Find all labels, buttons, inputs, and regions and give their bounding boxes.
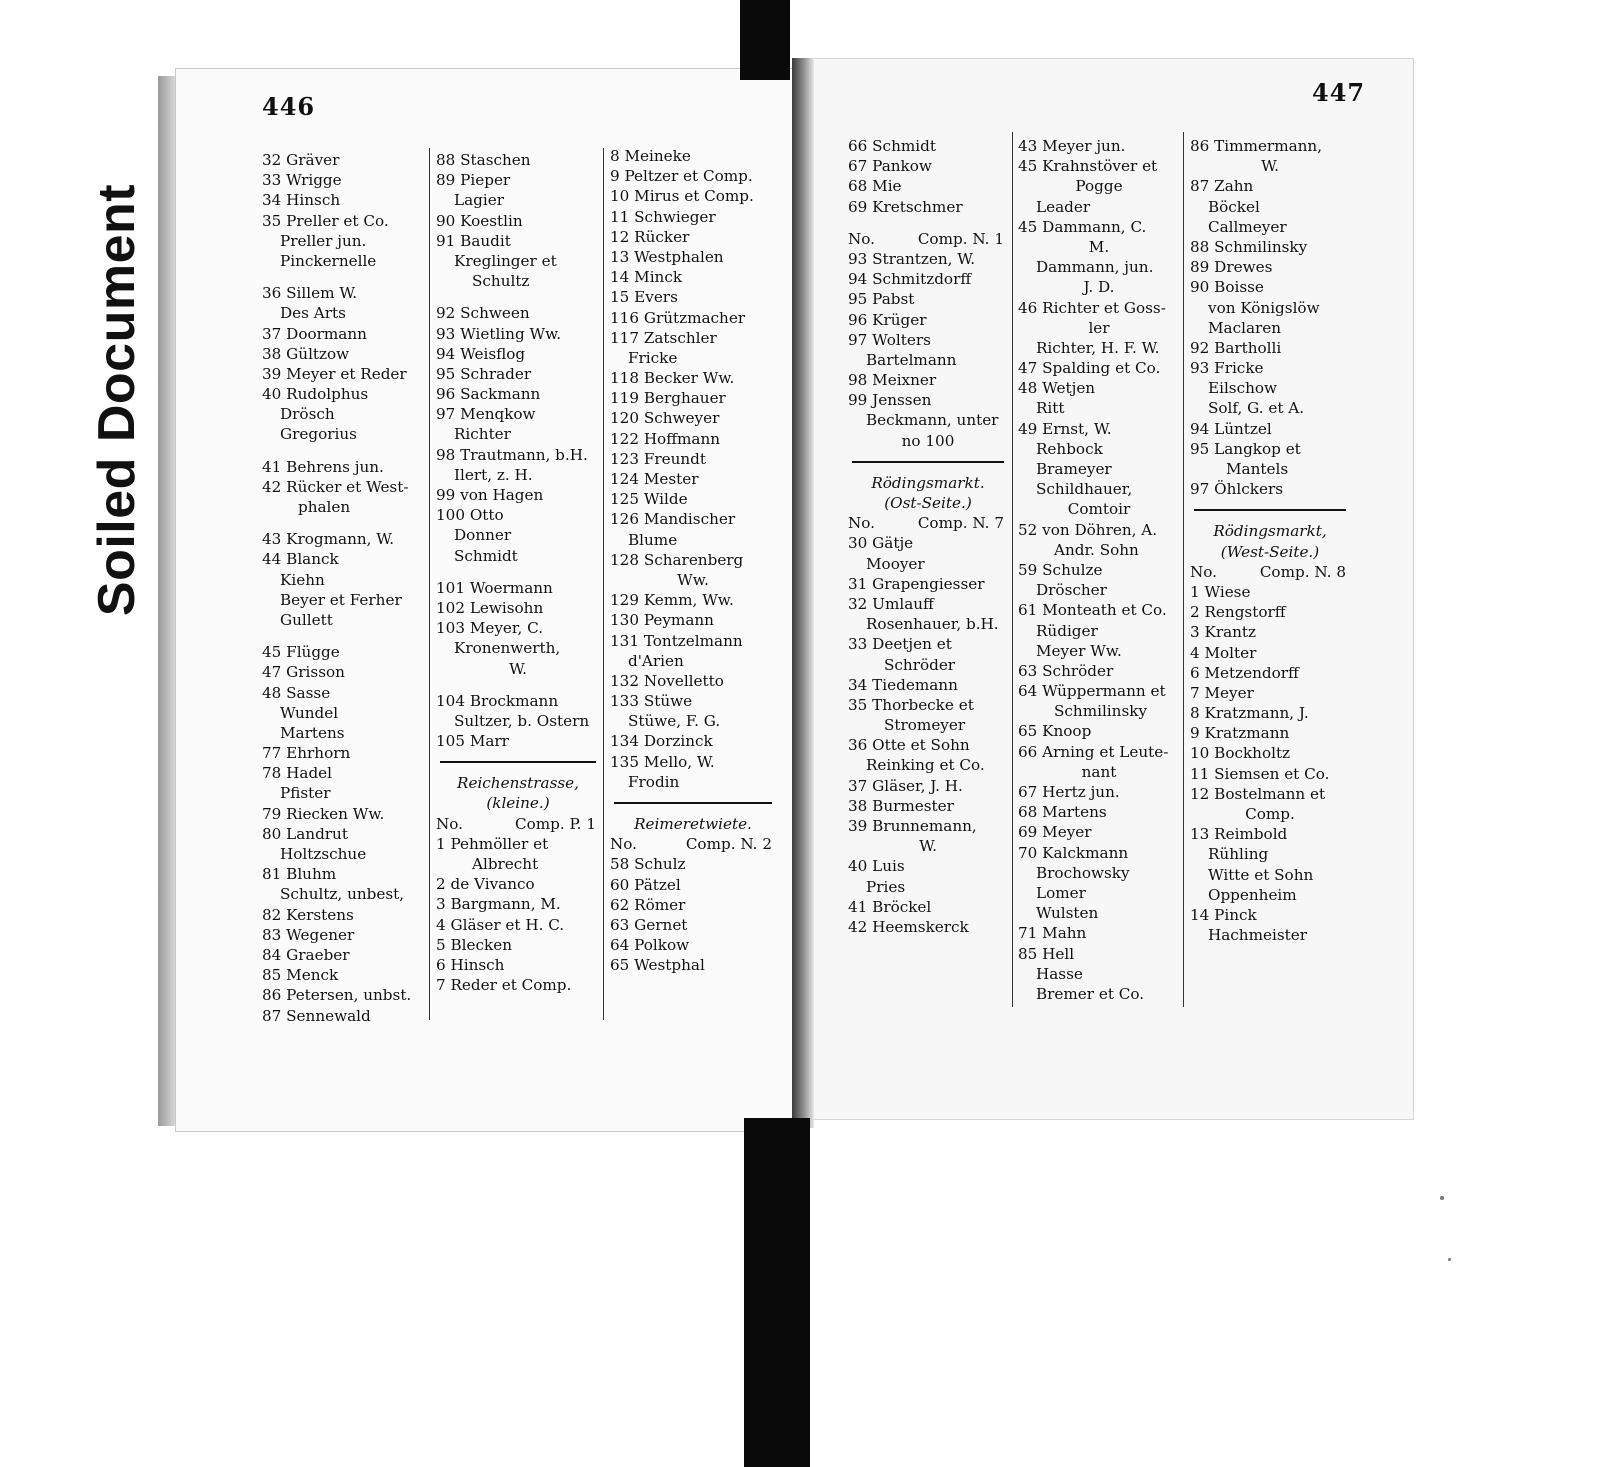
directory-entry: Frodin — [628, 772, 680, 791]
directory-entry: 83 Wegener — [262, 925, 355, 944]
directory-entry: Rüdiger — [1036, 621, 1098, 640]
directory-entry: 40 Rudolphus — [262, 385, 369, 404]
directory-entry: 52 von Döhren, A. — [1018, 520, 1158, 539]
directory-entry: 71 Mahn — [1018, 924, 1087, 943]
directory-entry: 66 Arning et Leute- — [1018, 742, 1169, 761]
directory-entry: Schultz — [472, 272, 530, 291]
directory-entry: Rehbock — [1036, 439, 1103, 458]
directory-entry: 49 Ernst, W. — [1018, 419, 1112, 438]
directory-entry: Dröscher — [1036, 581, 1107, 600]
street-heading: Reichenstrasse, — [457, 774, 579, 793]
section-column-header — [436, 814, 600, 834]
street-heading: Reimeretwiete. — [634, 815, 752, 833]
binding-strip-bottom — [744, 1118, 810, 1467]
book-gutter — [792, 58, 814, 1128]
directory-entry: 38 Burmester — [848, 796, 954, 815]
section-rule — [1194, 509, 1346, 511]
directory-entry: 117 Zatschler — [610, 328, 717, 347]
directory-entry: 47 Spalding et Co. — [1018, 359, 1161, 378]
directory-entry: 34 Hinsch — [262, 191, 341, 210]
directory-entry: 15 Evers — [610, 288, 678, 307]
header-comp: Comp. P. 1 — [515, 814, 596, 833]
directory-entry: 3 Krantz — [1190, 623, 1257, 642]
directory-entry: 135 Mello, W. — [610, 752, 715, 771]
directory-entry: 7 Meyer — [1190, 683, 1254, 702]
directory-entry: 87 Sennewald — [262, 1006, 371, 1025]
column-divider — [603, 148, 604, 1020]
directory-entry: 89 Drewes — [1190, 258, 1273, 277]
directory-entry: J. D. — [1083, 278, 1115, 297]
directory-entry: 93 Fricke — [1190, 359, 1264, 378]
directory-entry: 85 Hell — [1018, 944, 1075, 963]
directory-entry: 89 Pieper — [436, 171, 511, 190]
directory-entry: 1 Wiese — [1190, 582, 1251, 601]
directory-entry: 34 Tiedemann — [848, 675, 958, 694]
binding-strip-top — [740, 0, 790, 80]
directory-entry: Pries — [866, 877, 906, 896]
directory-entry: Pfister — [280, 784, 331, 803]
entry-gap — [848, 217, 1008, 229]
street-heading: Rödingsmarkt, — [1213, 522, 1327, 541]
column-divider — [429, 148, 430, 1020]
directory-entry: nant — [1081, 762, 1117, 781]
directory-entry: 63 Schröder — [1018, 661, 1114, 680]
directory-entry: 103 Meyer, C. — [436, 619, 544, 638]
header-no: No. — [848, 514, 875, 533]
directory-entry: 98 Trautmann, b.H. — [436, 445, 588, 464]
directory-entry: Schildhauer, — [1036, 480, 1133, 499]
directory-entry: 88 Schmilinsky — [1190, 237, 1308, 256]
directory-entry: 1 Pehmöller et — [436, 834, 549, 853]
directory-entry: d'Arien — [628, 651, 684, 670]
directory-entry: 94 Weisflog — [436, 344, 526, 363]
directory-entry: Ilert, z. H. — [454, 465, 533, 484]
directory-entry: 58 Schulz — [610, 855, 686, 874]
directory-entry: 41 Behrens jun. — [262, 457, 384, 476]
directory-entry: ler — [1088, 318, 1110, 337]
header-comp: Comp. N. 7 — [917, 514, 1004, 533]
directory-entry: 37 Gläser, J. H. — [848, 776, 963, 795]
directory-entry: 98 Meixner — [848, 371, 937, 390]
street-heading: Rödingsmarkt. — [871, 473, 985, 492]
directory-entry: 105 Marr — [436, 732, 509, 751]
directory-entry: 95 Pabst — [848, 290, 915, 309]
directory-entry: 40 Luis — [848, 857, 905, 876]
directory-entry: 101 Woermann — [436, 578, 553, 597]
directory-entry: Lomer — [1036, 883, 1086, 902]
directory-entry: 39 Brunnemann, — [848, 817, 977, 835]
directory-entry: 65 Knoop — [1018, 722, 1092, 741]
directory-entry: Meyer Ww. — [1036, 641, 1122, 660]
directory-entry: Solf, G. et A. — [1208, 399, 1305, 418]
directory-entry: 79 Riecken Ww. — [262, 804, 385, 823]
directory-entry: Gregorius — [280, 425, 357, 444]
directory-entry: 69 Meyer — [1018, 823, 1092, 842]
directory-entry: 70 Kalckmann — [1018, 843, 1129, 862]
directory-entry: Rosenhauer, b.H. — [866, 615, 999, 634]
directory-entry: W. — [919, 837, 937, 856]
directory-entry: 97 Öhlckers — [1190, 480, 1283, 499]
directory-entry: 87 Zahn — [1190, 177, 1254, 196]
directory-entry: Sultzer, b. Ostern — [454, 711, 590, 730]
directory-entry: 37 Doormann — [262, 324, 367, 343]
left-page-column-3 — [610, 146, 776, 976]
right-page-column-2 — [1018, 136, 1180, 1004]
street-heading: (West-Seite.) — [1220, 542, 1320, 561]
directory-entry: Holtzschue — [280, 845, 367, 863]
directory-entry: Rühling — [1208, 845, 1269, 864]
section-column-header — [848, 229, 1008, 249]
directory-entry: Beyer et Ferher — [280, 590, 402, 609]
column-divider — [1183, 132, 1184, 1007]
directory-entry: 93 Strantzen, W. — [848, 249, 976, 268]
section-column-header — [1190, 562, 1350, 582]
directory-entry: 59 Schulze — [1018, 560, 1103, 579]
directory-entry: 47 Grisson — [262, 663, 345, 682]
directory-entry: 44 Blanck — [262, 550, 339, 569]
directory-entry: 85 Menck — [262, 966, 339, 985]
directory-entry: 46 Richter et Goss- — [1018, 298, 1166, 317]
directory-entry: 120 Schweyer — [610, 409, 720, 428]
directory-entry: 5 Blecken — [436, 935, 512, 954]
directory-entry: 100 Otto — [436, 506, 504, 525]
directory-entry: 10 Bockholtz — [1190, 744, 1291, 763]
directory-entry: 96 Sackmann — [436, 385, 541, 404]
directory-entry: 81 Bluhm — [262, 865, 337, 884]
directory-entry: Preller jun. — [280, 231, 367, 250]
directory-entry: Blume — [628, 530, 678, 549]
header-no: No. — [610, 835, 637, 854]
directory-entry: Albrecht — [472, 855, 539, 873]
directory-entry: Brameyer — [1036, 460, 1112, 478]
directory-entry: Schultz, unbest, — [280, 885, 405, 904]
page-number-left: 446 — [262, 92, 316, 121]
directory-entry: 92 Bartholli — [1190, 338, 1282, 357]
directory-entry: 84 Graeber — [262, 945, 350, 964]
directory-entry: Fricke — [628, 348, 678, 367]
directory-entry: Maclaren — [1208, 318, 1282, 337]
directory-entry: Hasse — [1036, 964, 1083, 983]
section-rule — [852, 461, 1004, 463]
directory-entry: 78 Hadel — [262, 764, 333, 783]
entry-gap — [262, 630, 427, 642]
directory-entry: 30 Gätje — [848, 534, 914, 553]
directory-entry: 92 Schween — [436, 304, 530, 323]
directory-entry: 43 Meyer jun. — [1018, 137, 1126, 155]
directory-entry: 13 Westphalen — [610, 247, 724, 266]
directory-entry: 90 Koestlin — [436, 211, 523, 230]
directory-entry: 48 Sasse — [262, 683, 331, 702]
left-page-column-2 — [436, 150, 600, 995]
directory-entry: 31 Grapengiesser — [848, 574, 985, 593]
directory-entry: 65 Westphal — [610, 956, 705, 975]
directory-entry: Beckmann, unter — [866, 411, 999, 430]
directory-entry: 35 Preller et Co. — [262, 211, 389, 230]
directory-entry: 97 Wolters — [848, 330, 931, 349]
directory-entry: 67 Hertz jun. — [1018, 783, 1120, 801]
directory-entry: 90 Boisse — [1190, 278, 1264, 297]
directory-entry: 4 Gläser et H. C. — [436, 915, 565, 934]
directory-entry: 13 Reimbold — [1190, 825, 1288, 844]
directory-entry: 9 Kratzmann — [1190, 724, 1290, 743]
directory-entry: 129 Kemm, Ww. — [610, 591, 734, 610]
directory-entry: 64 Wüppermann et — [1018, 682, 1166, 701]
directory-entry: Comtoir — [1067, 500, 1131, 519]
column-divider — [1012, 132, 1013, 1007]
directory-entry: 14 Minck — [610, 268, 683, 287]
directory-entry: Donner — [454, 526, 512, 545]
directory-entry: 93 Wietling Ww. — [436, 324, 562, 343]
directory-entry: 122 Hoffmann — [610, 429, 721, 448]
directory-entry: 2 de Vivanco — [436, 875, 535, 894]
directory-entry: 95 Langkop et — [1190, 439, 1301, 458]
directory-entry: Schmilinsky — [1054, 702, 1148, 721]
directory-entry: phalen — [298, 498, 351, 516]
directory-entry: Kiehn — [280, 570, 325, 589]
directory-entry: W. — [1261, 157, 1279, 176]
directory-entry: Comp. — [1245, 805, 1295, 823]
directory-entry: 95 Schrader — [436, 364, 532, 383]
directory-entry: Schröder — [884, 655, 956, 674]
header-comp: Comp. N. 8 — [1259, 562, 1346, 581]
header-no: No. — [436, 814, 463, 833]
directory-entry: Kronenwerth, — [454, 639, 561, 658]
section-rule — [614, 802, 772, 804]
directory-entry: 77 Ehrhorn — [262, 744, 351, 763]
header-comp: Comp. N. 1 — [917, 229, 1004, 248]
directory-entry: 64 Polkow — [610, 936, 690, 955]
directory-entry: 12 Rücker — [610, 227, 690, 246]
directory-entry: Ritt — [1036, 399, 1065, 418]
directory-entry: 97 Menqkow — [436, 405, 536, 424]
directory-entry: Lagier — [454, 191, 504, 210]
directory-entry: 48 Wetjen — [1018, 379, 1096, 398]
section-column-header — [610, 834, 776, 854]
section-column-header — [848, 513, 1008, 533]
directory-entry: 134 Dorzinck — [610, 732, 713, 751]
directory-entry: 39 Meyer et Reder — [262, 364, 407, 383]
directory-entry: 36 Otte et Sohn — [848, 736, 970, 755]
directory-entry: 45 Krahnstöver et — [1018, 157, 1158, 176]
directory-entry: 126 Mandischer — [610, 510, 736, 529]
directory-entry: 6 Hinsch — [436, 955, 505, 974]
directory-entry: 131 Tontzelmann — [610, 631, 743, 650]
entry-gap — [436, 679, 600, 691]
right-page-column-3 — [1190, 136, 1350, 945]
header-no: No. — [848, 229, 875, 248]
directory-entry: 7 Reder et Comp. — [436, 976, 572, 995]
directory-entry: 104 Brockmann — [436, 691, 559, 710]
directory-entry: 32 Umlauff — [848, 594, 934, 613]
directory-entry: Witte et Sohn — [1208, 865, 1314, 884]
directory-entry: 63 Gernet — [610, 915, 688, 934]
directory-entry: 96 Krüger — [848, 310, 927, 329]
directory-entry: Mooyer — [866, 554, 925, 573]
directory-entry: 8 Kratzmann, J. — [1190, 704, 1309, 723]
directory-entry: Martens — [280, 723, 345, 742]
directory-entry: 11 Schwieger — [610, 207, 716, 226]
street-heading: (kleine.) — [486, 794, 550, 813]
directory-entry: von Königslöw — [1208, 298, 1320, 317]
entry-gap — [262, 271, 427, 283]
directory-entry: Ww. — [677, 570, 709, 589]
directory-entry: Pinckernelle — [280, 251, 377, 270]
directory-entry: Brochowsky — [1036, 863, 1130, 882]
directory-entry: 35 Thorbecke et — [848, 695, 974, 714]
directory-entry: 80 Landrut — [262, 824, 348, 843]
directory-entry: Schmidt — [454, 546, 518, 565]
directory-entry: Callmeyer — [1208, 217, 1287, 236]
right-page-column-1 — [848, 136, 1008, 937]
directory-entry: 33 Wrigge — [262, 171, 342, 190]
stamp-text: Soiled Document — [88, 183, 146, 617]
directory-entry: 3 Bargmann, M. — [436, 895, 561, 914]
directory-entry: 4 Molter — [1190, 643, 1257, 662]
directory-entry: 38 Gültzow — [262, 344, 350, 363]
directory-entry: 6 Metzendorff — [1190, 663, 1299, 682]
directory-entry: 61 Monteath et Co. — [1018, 601, 1167, 620]
directory-entry: 10 Mirus et Comp. — [610, 187, 754, 206]
directory-entry: Leader — [1036, 197, 1091, 216]
directory-entry: 8 Meineke — [610, 147, 691, 165]
directory-entry: Wulsten — [1036, 904, 1099, 923]
directory-entry: 43 Krogmann, W. — [262, 530, 395, 549]
directory-entry: 118 Becker Ww. — [610, 369, 735, 388]
directory-entry: Dammann, jun. — [1036, 258, 1154, 277]
directory-entry: Kreglinger et — [454, 251, 557, 270]
header-comp: Comp. N. 2 — [685, 835, 772, 854]
directory-entry: 102 Lewisohn — [436, 598, 544, 617]
directory-entry: 67 Pankow — [848, 157, 932, 176]
directory-entry: Andr. Sohn — [1054, 540, 1139, 559]
directory-entry: no 100 — [901, 431, 955, 450]
directory-entry: Mantels — [1226, 460, 1289, 478]
directory-entry: 132 Novelletto — [610, 671, 724, 690]
directory-entry: Richter — [454, 425, 511, 444]
directory-entry: 128 Scharenberg — [610, 550, 744, 569]
directory-entry: 82 Kerstens — [262, 905, 354, 924]
directory-entry: 69 Kretschmer — [848, 197, 963, 216]
directory-entry: Pogge — [1075, 177, 1123, 196]
entry-gap — [436, 566, 600, 578]
speck — [1440, 1196, 1444, 1200]
directory-entry: Bremer et Co. — [1036, 984, 1145, 1003]
directory-entry: 62 Römer — [610, 895, 686, 914]
directory-entry: 88 Staschen — [436, 151, 531, 169]
directory-entry: 36 Sillem W. — [262, 284, 358, 303]
directory-entry: 99 von Hagen — [436, 486, 544, 504]
directory-entry: Des Arts — [280, 304, 346, 323]
directory-entry: Böckel — [1208, 197, 1260, 216]
directory-entry: 11 Siemsen et Co. — [1190, 764, 1330, 783]
directory-entry: Drösch — [280, 405, 335, 424]
directory-entry: 33 Deetjen et — [848, 635, 952, 654]
directory-entry: 91 Baudit — [436, 231, 511, 250]
directory-entry: 86 Petersen, unbst. — [262, 986, 412, 1005]
directory-entry: 68 Mie — [848, 177, 902, 196]
directory-entry: Stüwe, F. G. — [628, 712, 721, 731]
directory-entry: Hachmeister — [1208, 926, 1307, 945]
directory-entry: W. — [509, 659, 527, 678]
directory-entry: M. — [1088, 237, 1110, 256]
directory-entry: Reinking et Co. — [866, 756, 985, 775]
section-rule — [440, 761, 596, 763]
page-number-right: 447 — [1312, 78, 1366, 107]
directory-entry: 94 Schmitzdorff — [848, 270, 972, 289]
entry-gap — [436, 291, 600, 303]
directory-entry: 66 Schmidt — [848, 137, 936, 155]
directory-entry: 99 Jenssen — [848, 391, 932, 410]
directory-entry: 68 Martens — [1018, 803, 1107, 822]
street-heading: (Ost-Seite.) — [884, 494, 972, 512]
directory-entry: 42 Heemskerck — [848, 917, 969, 936]
directory-entry: Richter, H. F. W. — [1036, 338, 1160, 357]
directory-entry: 124 Mester — [610, 470, 699, 488]
directory-entry: 2 Rengstorff — [1190, 603, 1286, 622]
directory-entry: 86 Timmermann, — [1190, 137, 1323, 155]
directory-entry: 133 Stüwe — [610, 692, 693, 711]
directory-entry: Bartelmann — [866, 350, 957, 369]
speck — [1448, 1258, 1451, 1261]
directory-entry: 41 Bröckel — [848, 897, 932, 916]
directory-entry: Wundel — [280, 703, 339, 722]
directory-entry: 45 Dammann, C. — [1018, 217, 1147, 236]
directory-entry: Gullett — [280, 610, 333, 629]
directory-entry: 32 Gräver — [262, 151, 340, 169]
directory-entry: 42 Rücker et West- — [262, 477, 409, 496]
directory-entry: 14 Pinck — [1190, 905, 1257, 924]
directory-entry: 60 Pätzel — [610, 875, 681, 894]
soiled-document-stamp — [82, 150, 152, 650]
directory-entry: Eilschow — [1208, 379, 1278, 398]
directory-entry: 130 Peymann — [610, 611, 714, 630]
directory-entry: 12 Bostelmann et — [1190, 784, 1326, 803]
directory-entry: 116 Grützmacher — [610, 308, 746, 327]
directory-entry: 125 Wilde — [610, 490, 688, 509]
directory-entry: Oppenheim — [1208, 885, 1297, 904]
entry-gap — [262, 445, 427, 457]
directory-entry: Stromeyer — [884, 716, 966, 735]
entry-gap — [262, 517, 427, 529]
directory-entry: 94 Lüntzel — [1190, 419, 1272, 438]
directory-entry: 45 Flügge — [262, 643, 340, 662]
header-no: No. — [1190, 562, 1217, 581]
directory-entry: 123 Freundt — [610, 449, 706, 468]
directory-entry: 9 Peltzer et Comp. — [610, 167, 753, 186]
left-page-column-1 — [262, 150, 427, 1026]
directory-entry: 119 Berghauer — [610, 389, 726, 408]
